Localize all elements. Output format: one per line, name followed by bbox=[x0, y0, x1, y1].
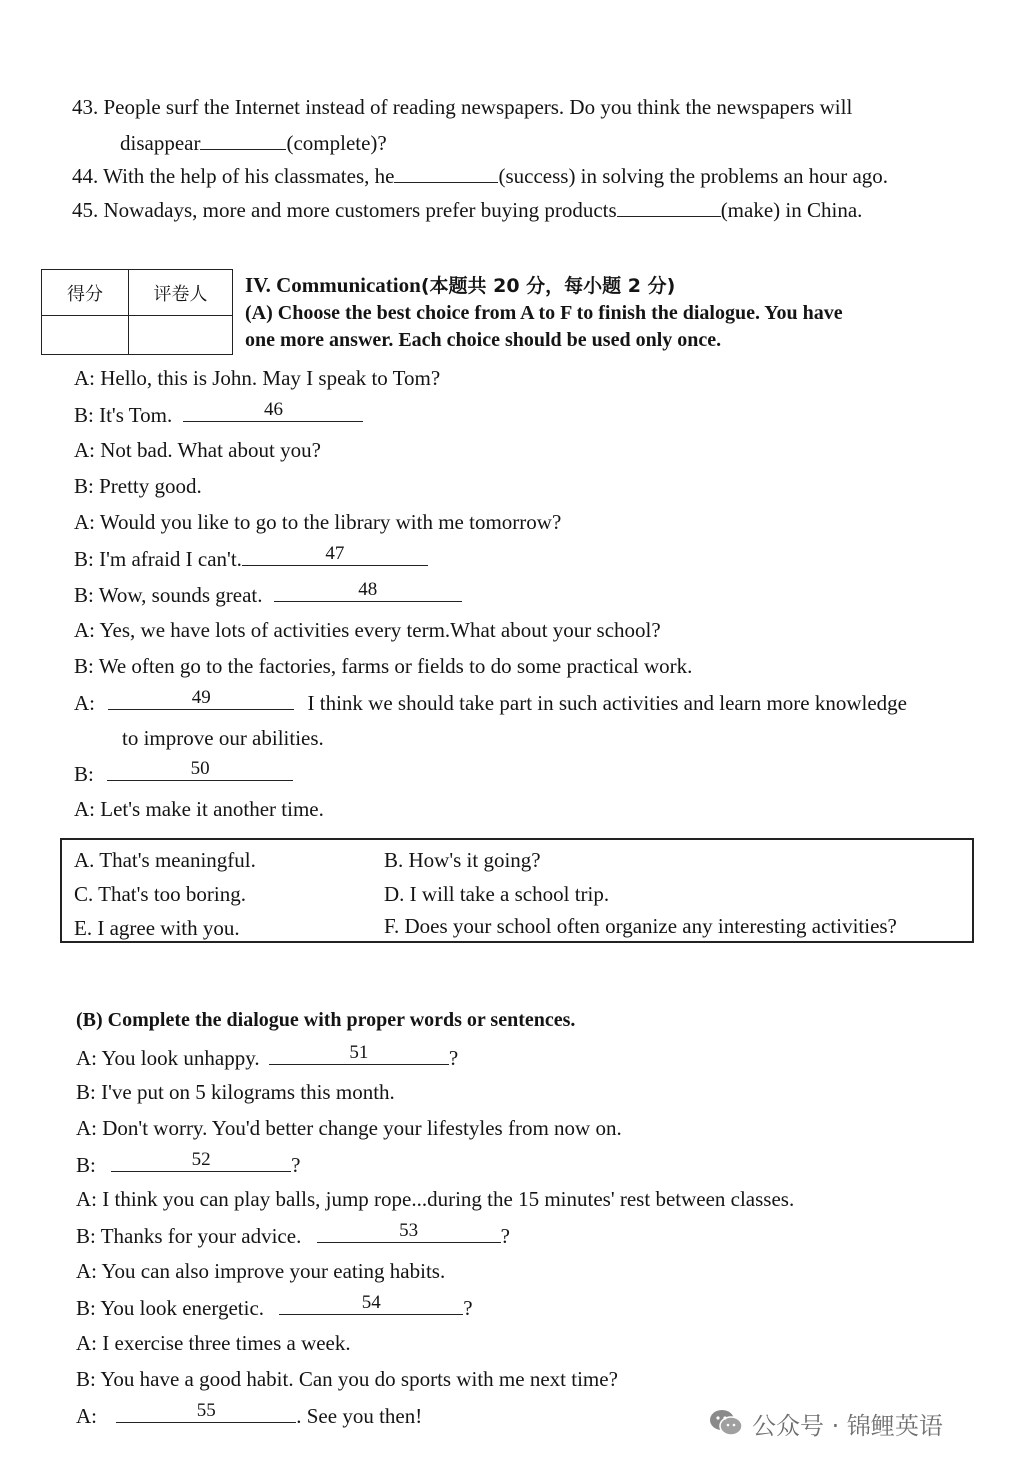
dialogue-line: B: You have a good habit. Can you do sports with me next time? bbox=[76, 1367, 618, 1391]
dialogue-line: B: I'm afraid I can't. 47 bbox=[74, 545, 428, 572]
dialogue-line: A: I exercise three times a week. bbox=[76, 1331, 351, 1355]
dialogue-line: A: Would you like to go to the library with me tomorrow? bbox=[74, 510, 562, 534]
choice-b[interactable]: B. How's it going? bbox=[384, 848, 541, 872]
answer-blank-52[interactable]: 52 bbox=[111, 1151, 291, 1172]
answer-blank-53[interactable]: 53 bbox=[317, 1222, 501, 1243]
answer-blank-50[interactable]: 50 bbox=[107, 760, 293, 781]
answer-blank-49[interactable]: 49 bbox=[108, 689, 294, 710]
grader-label: 评卷人 bbox=[129, 270, 232, 316]
dialogue-line: A: Hello, this is John. May I speak to Tom? bbox=[74, 366, 441, 390]
dialogue-line: B: 52 ? bbox=[76, 1149, 301, 1177]
section-b-instruction: (B) Complete the dialogue with proper words or sentences. bbox=[76, 1009, 576, 1031]
section-heading: IV. Communication(本题共 20 分，每小题 2 分) bbox=[245, 273, 676, 297]
dialogue-continuation: to improve our abilities. bbox=[122, 726, 324, 750]
choice-e[interactable]: E. I agree with you. bbox=[74, 916, 240, 940]
dialogue-line: B: Wow, sounds great. 48 bbox=[74, 581, 462, 608]
dialogue-line: A: You look unhappy. 51 ? bbox=[76, 1042, 459, 1070]
dialogue-line: A: Yes, we have lots of activities every term.What about your school? bbox=[74, 618, 661, 642]
dialogue-line: B: 50 bbox=[74, 760, 293, 787]
dialogue-line: A: I think you can play balls, jump rope...during the 15 minutes' rest between classes. bbox=[76, 1187, 795, 1211]
dialogue-line: A: 55 . See you then! bbox=[76, 1400, 423, 1428]
section-a-instruction-2: one more answer. Each choice should be used only once. bbox=[245, 329, 722, 351]
answer-blank-54[interactable]: 54 bbox=[279, 1294, 463, 1315]
section-a-instruction-1: (A) Choose the best choice from A to F to finish the dialogue. You have bbox=[245, 302, 843, 324]
score-table bbox=[41, 269, 233, 355]
dialogue-line: A: Not bad. What about you? bbox=[74, 438, 321, 462]
question-43: 43. People surf the Internet instead of reading newspapers. Do you think the newspapers will bbox=[72, 95, 853, 119]
answer-blank-46[interactable]: 46 bbox=[183, 401, 363, 422]
dialogue-line: B: It's Tom. 46 bbox=[74, 401, 363, 428]
watermark-text: 公众号 · 锦鲤英语 bbox=[752, 1411, 943, 1440]
dialogue-line: A: Let's make it another time. bbox=[74, 797, 324, 821]
answer-blank-45[interactable] bbox=[617, 196, 721, 217]
answer-blank-47[interactable]: 47 bbox=[242, 545, 428, 566]
dialogue-line: B: Thanks for your advice. 53 ? bbox=[76, 1220, 510, 1248]
dialogue-line: A: Don't worry. You'd better change your lifestyles from now on. bbox=[76, 1116, 622, 1140]
answer-blank-44[interactable] bbox=[394, 162, 498, 183]
dialogue-line: B: I've put on 5 kilograms this month. bbox=[76, 1080, 395, 1104]
choice-c[interactable]: C. That's too boring. bbox=[74, 882, 246, 906]
score-input-cell[interactable] bbox=[42, 316, 129, 354]
grader-input-cell[interactable] bbox=[129, 316, 232, 354]
dialogue-line: A: 49 I think we should take part in such activities and learn more knowledge bbox=[74, 687, 907, 715]
answer-blank-55[interactable]: 55 bbox=[116, 1402, 296, 1423]
answer-blank-48[interactable]: 48 bbox=[274, 581, 462, 602]
answer-blank-43[interactable] bbox=[200, 129, 286, 150]
question-45: 45. Nowadays, more and more customers prefer buying products (make) in China. bbox=[72, 198, 863, 222]
dialogue-line: A: You can also improve your eating habits. bbox=[76, 1259, 446, 1283]
question-44: 44. With the help of his classmates, he (success) in solving the problems an hour ago. bbox=[72, 164, 889, 188]
choice-a[interactable]: A. That's meaningful. bbox=[74, 848, 256, 872]
score-label: 得分 bbox=[42, 270, 129, 316]
dialogue-line: B: You look energetic. 54 ? bbox=[76, 1292, 473, 1320]
watermark bbox=[708, 1405, 943, 1441]
answer-blank-51[interactable]: 51 bbox=[269, 1044, 449, 1065]
dialogue-line: B: Pretty good. bbox=[74, 474, 202, 498]
dialogue-line: B: We often go to the factories, farms or fields to do some practical work. bbox=[74, 654, 693, 678]
choice-d[interactable]: D. I will take a school trip. bbox=[384, 882, 610, 906]
choices-box bbox=[60, 838, 974, 943]
choice-f[interactable]: F. Does your school often organize any interesting activities? bbox=[384, 914, 897, 938]
question-43-line2: disappear (complete)? bbox=[120, 131, 387, 155]
wechat-icon bbox=[708, 1408, 744, 1438]
